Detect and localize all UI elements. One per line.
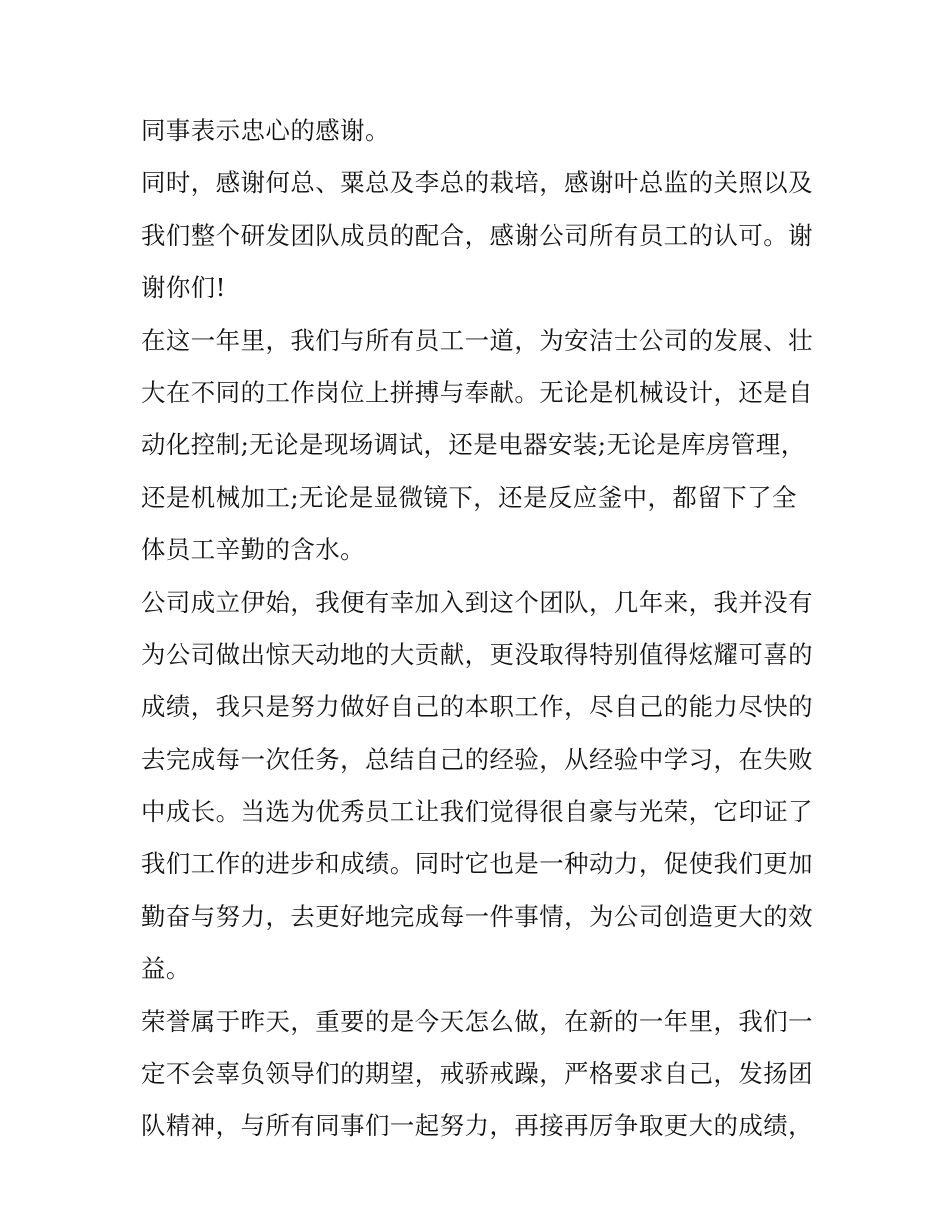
text-line: 大在不同的工作岗位上拼搏与奉献。无论是机械设计，还是自 <box>141 377 814 407</box>
text-line: 定不会辜负领导们的期望，戒骄戒躁，严格要求自己，发扬团 <box>141 1059 814 1089</box>
text-line: 去完成每一次任务，总结自己的经验，从经验中学习，在失败 <box>141 744 814 774</box>
text-line: 还是机械加工;无论是显微镜下，还是反应釜中，都留下了全 <box>141 482 797 512</box>
text-line: 体员工辛勤的含水。 <box>141 535 366 565</box>
text-line: 我们整个研发团队成员的配合，感谢公司所有员工的认可。谢 <box>141 220 814 250</box>
text-line: 我们工作的进步和成绩。同时它也是一种动力，促使我们更加 <box>141 849 814 879</box>
text-line: 为公司做出惊天动地的大贡献，更没取得特别值得炫耀可喜的 <box>141 639 814 669</box>
text-line: 中成长。当选为优秀员工让我们觉得很自豪与光荣，它印证了 <box>141 797 814 827</box>
text-line: 公司成立伊始，我便有幸加入到这个团队，几年来，我并没有 <box>141 587 814 617</box>
text-line: 动化控制;无论是现场调试，还是电器安装;无论是库房管理， <box>141 430 806 460</box>
text-line: 同事表示忠心的感谢。 <box>141 116 390 145</box>
text-line: 勤奋与努力，去更好地完成每一件事情，为公司创造更大的效 <box>141 901 814 931</box>
body-text <box>141 105 813 1153</box>
text-line: 谢你们! <box>141 273 226 303</box>
text-line: 成绩，我只是努力做好自己的本职工作，尽自己的能力尽快的 <box>141 692 814 722</box>
text-line: 队精神，与所有同事们一起努力，再接再厉争取更大的成绩， <box>141 1111 814 1141</box>
text-line: 益。 <box>141 954 191 984</box>
text-line: 荣誉属于昨天，重要的是今天怎么做，在新的一年里，我们一 <box>141 1006 814 1036</box>
text-line: 同时，感谢何总、粟总及李总的栽培，感谢叶总监的关照以及 <box>141 168 814 198</box>
text-line: 在这一年里，我们与所有员工一道，为安洁士公司的发展、壮 <box>141 325 814 355</box>
